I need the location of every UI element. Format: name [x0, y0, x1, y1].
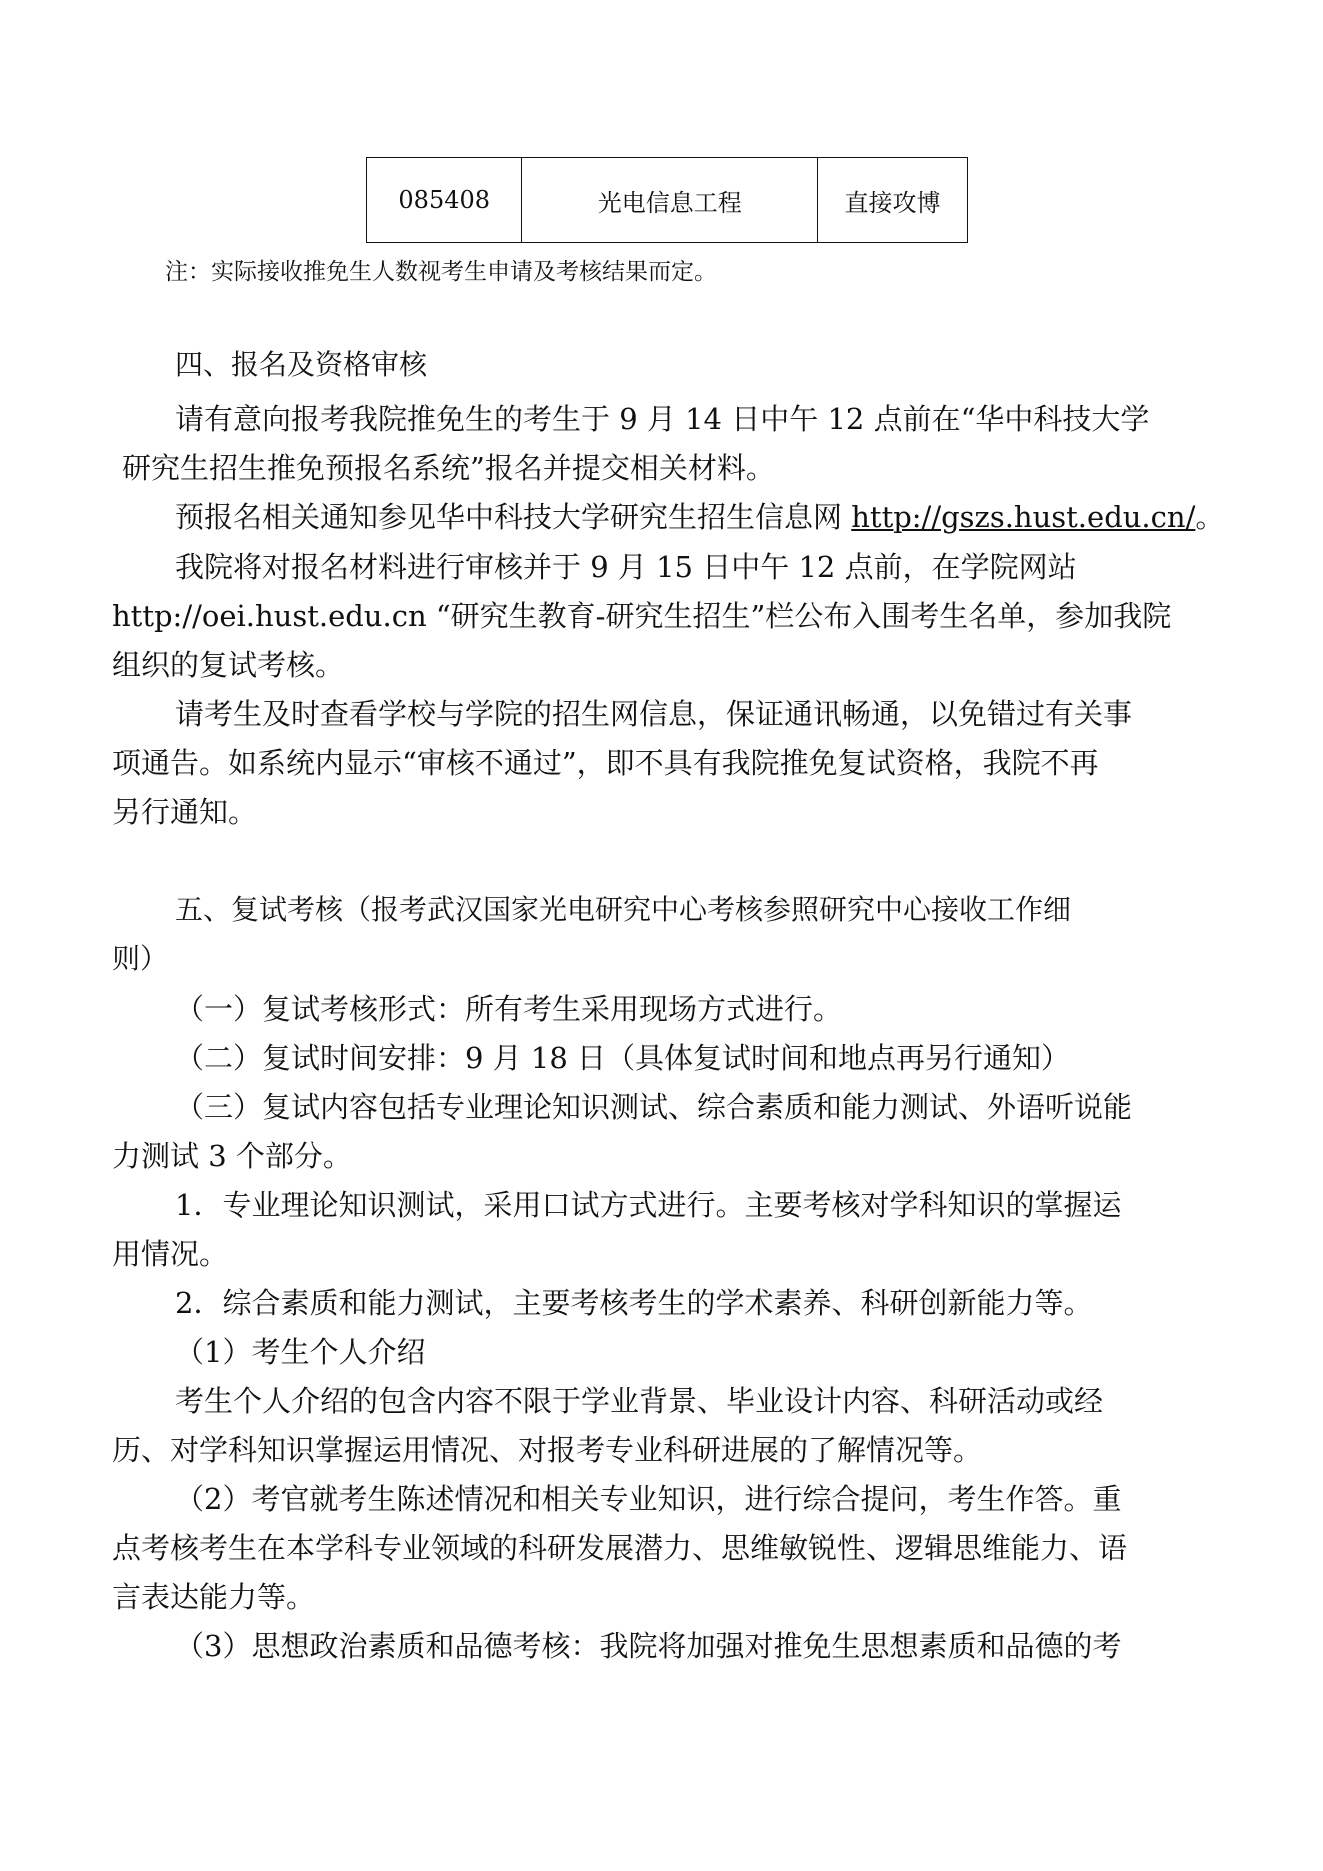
s5-item-line: 考生个人介绍的包含内容不限于学业背景、毕业设计内容、科研活动或经: [175, 1384, 1104, 1418]
s4-paragraph-line: 研究生招生推免预报名系统”报名并提交相关材料。: [122, 451, 775, 485]
program-code-cell: 085408: [367, 158, 522, 243]
s5-item-line: 1．专业理论知识测试，采用口试方式进行。主要考核对学科知识的掌握运: [175, 1188, 1122, 1222]
s4-paragraph-line: [175, 500, 1224, 534]
table-note: 注：实际接收推免生人数视考生申请及考核结果而定。: [165, 259, 717, 285]
s4-paragraph-line: 我院将对报名材料进行审核并于 9 月 15 日中午 12 点前，在学院网站: [175, 550, 1077, 584]
s5-item-line: 2．综合素质和能力测试，主要考核考生的学术素养、科研创新能力等。: [175, 1286, 1093, 1320]
program-name-cell: 光电信息工程: [522, 158, 818, 243]
s5-item-line: （1）考生个人介绍: [175, 1335, 426, 1369]
s4-p2-end: 。: [1195, 500, 1225, 534]
s4-paragraph-line: 组织的复试考核。: [112, 648, 345, 682]
s4-paragraph-line: 请有意向报考我院推免生的考生于 9 月 14 日中午 12 点前在“华中科技大学: [175, 402, 1150, 436]
s4-paragraph-line: http://oei.hust.edu.cn “研究生教育-研究生招生”栏公布入围考生名单，参加我院: [112, 599, 1172, 633]
s5-item-line: 用情况。: [112, 1237, 229, 1271]
program-table: [366, 157, 968, 243]
s4-paragraph-line: 项通告。如系统内显示“审核不通过”，即不具有我院推免复试资格，我院不再: [112, 746, 1099, 780]
section5-heading-cont: 则）: [112, 942, 169, 975]
s5-item-line: 历、对学科知识掌握运用情况、对报考专业科研进展的了解情况等。: [112, 1433, 983, 1467]
s5-item-line: （3）思想政治素质和品德考核：我院将加强对推免生思想素质和品德的考: [175, 1629, 1122, 1663]
s4-paragraph-line: 另行通知。: [112, 795, 258, 829]
s5-item-line: （二）复试时间安排：9 月 18 日（具体复试时间和地点再另行通知）: [175, 1041, 1071, 1075]
s5-item-line: （2）考官就考生陈述情况和相关专业知识，进行综合提问，考生作答。重: [175, 1482, 1122, 1516]
s4-p2-text: 预报名相关通知参见华中科技大学研究生招生信息网: [175, 500, 852, 534]
gszs-link[interactable]: http://gszs.hust.edu.cn/: [851, 500, 1196, 534]
s5-item-line: （一）复试考核形式：所有考生采用现场方式进行。: [175, 992, 843, 1026]
s5-item-line: （三）复试内容包括专业理论知识测试、综合素质和能力测试、外语听说能: [175, 1090, 1133, 1124]
program-type-cell: 直接攻博: [818, 158, 968, 243]
table-row: [367, 158, 968, 243]
s5-item-line: 点考核考生在本学科专业领域的科研发展潜力、思维敏锐性、逻辑思维能力、语: [112, 1531, 1128, 1565]
s5-item-line: 言表达能力等。: [112, 1580, 316, 1614]
s4-paragraph-line: 请考生及时查看学校与学院的招生网信息，保证通讯畅通，以免错过有关事: [175, 697, 1133, 731]
section5-heading: 五、复试考核（报考武汉国家光电研究中心考核参照研究中心接收工作细: [175, 893, 1072, 926]
s5-item-line: 力测试 3 个部分。: [112, 1139, 352, 1173]
section4-heading: 四、报名及资格审核: [175, 348, 428, 381]
